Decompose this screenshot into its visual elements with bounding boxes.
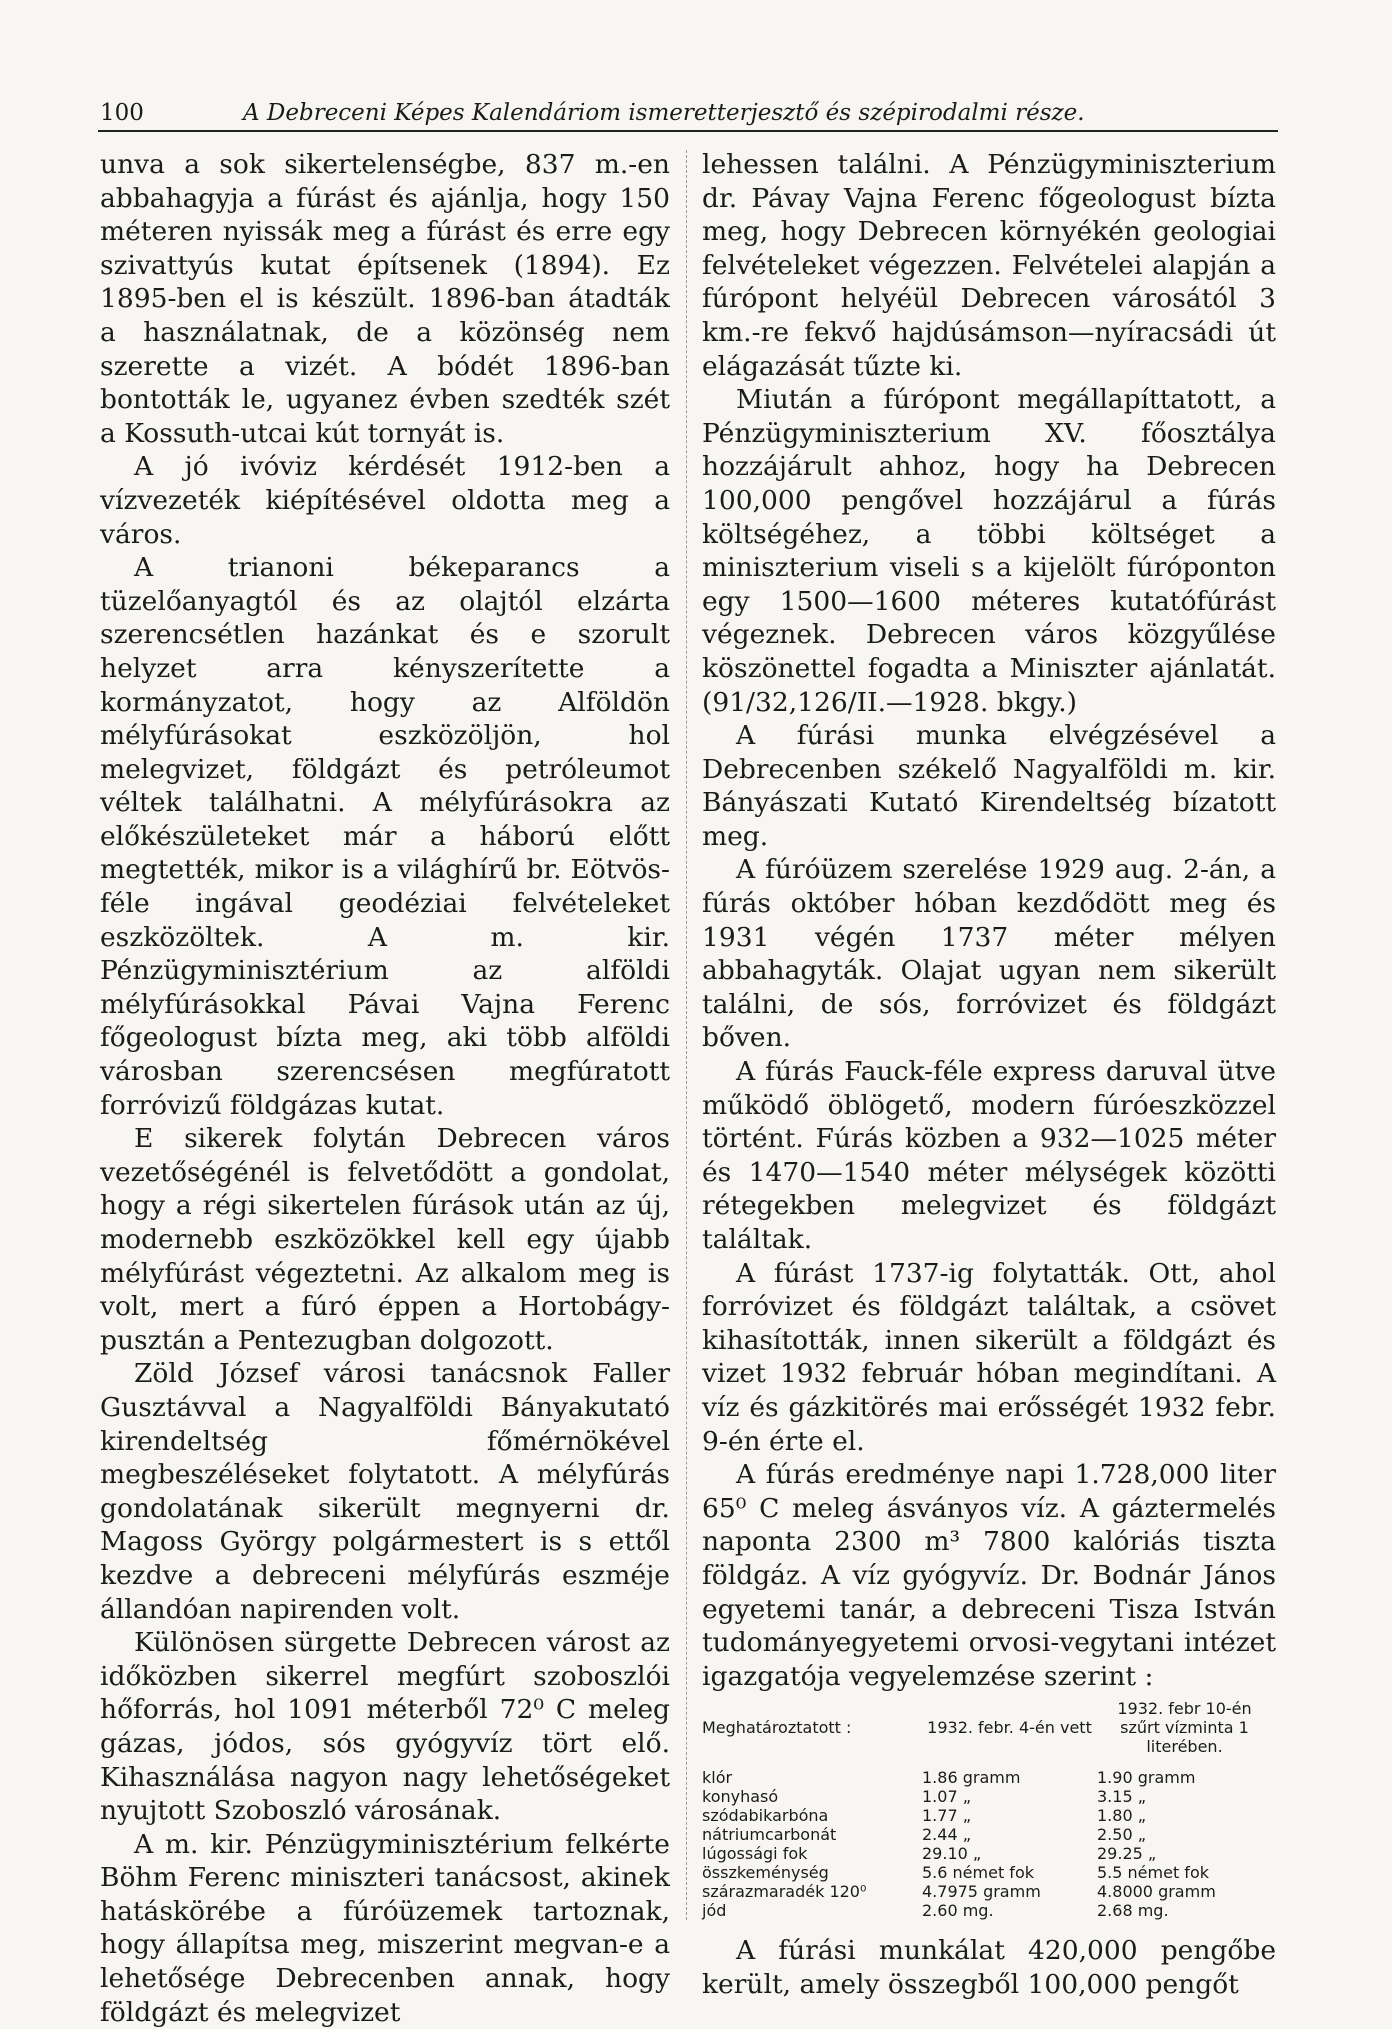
table-row <box>702 1901 1276 1920</box>
row-name: szárazmaradék 120⁰ <box>702 1882 867 1902</box>
paragraph: Miután a fúrópont megállapíttatott, a Pénzügyminiszterium XV. főosztálya hozzájárult ahhoz, hogy ha Debrecen 100,000 pengővel hozzájárul a fúrás költségéhez, a többi költséget a miniszterium viseli s a kijelölt fúróponton egy 1500—1600 méteres kutatófúrást végeznek. Debrecen város közgyűlése köszönettel fogadta a Miniszter ajánlatát. (91/32,126/II.—1928. bkgy.) <box>702 384 1276 718</box>
row-name: klór <box>702 1768 733 1788</box>
paragraph: lehessen találni. A Pénzügyminiszterium dr. Pávay Vajna Ferenc főgeologust bízta meg, hogy Debrecen környékén geologiai felvételeket végezzen. Felvételei alapján a fúrópont helyéül Debrecen városától 3 km.-re fekvő hajdúsámson—nyíracsádi út elágazását tűzte ki. <box>702 149 1276 382</box>
analysis-table <box>702 1699 1276 1920</box>
cell-value: 3.15 „ <box>1097 1787 1146 1807</box>
paragraph: A trianoni békeparancs a tüzelőanyagtól és az olajtól elzárta szerencsétlen hazánkat és e szorult helyzet arra kényszerítette a kormányzatot, hogy az Alföldön mélyfúrásokat eszközöljön, hol melegvizet, földgázt és petróleumot véltek találhatni. A mélyfúrásokra az előkészületeket már a háború előtt megtették, mikor is a világhírű br. Eötvös-féle ingával geodéziai felvételeket eszközöltek. A m. kir. Pénzügyminisztérium az alföldi mélyfúrásokkal Pávai Vajna Ferenc főgeologust bízta meg, aki több alföldi városban szerencsésen megfúratott forróvizű földgázas kutat. <box>100 552 670 1121</box>
table-label: Meghatároztatott : <box>702 1718 852 1738</box>
column-header: 1932. febr 10-én szűrt vízminta 1 literében. <box>1117 1699 1252 1757</box>
right-column <box>702 148 1276 2002</box>
paragraph: A jó ivóviz kérdését 1912-ben a vízvezeték kiépítésével oldotta meg a város. <box>100 451 670 550</box>
row-name: nátriumcarbonát <box>702 1825 837 1845</box>
table-row <box>702 1863 1276 1882</box>
paragraph: A fúrás eredménye napi 1.728,000 liter 65⁰ C meleg ásványos víz. A gáztermelés naponta 2300 m³ 7800 kalóriás tiszta földgáz. A víz gyógyvíz. Dr. Bodnár János egyetemi tanár, a debreceni Tisza István tudományegyetemi orvosi-vegytani intézet igazgatója vegyelemzése szerint : <box>702 1459 1276 1692</box>
row-name: szódabikarbóna <box>702 1806 829 1826</box>
table-row <box>702 1825 1276 1844</box>
table-header <box>702 1699 1276 1756</box>
row-name: jód <box>702 1901 727 1921</box>
page-number: 100 <box>100 100 144 126</box>
cell-value: 1.77 „ <box>922 1806 971 1826</box>
table-row <box>702 1768 1276 1787</box>
cell-value: 2.68 mg. <box>1097 1901 1169 1921</box>
column-divider <box>686 150 688 1920</box>
cell-value: 4.8000 gramm <box>1097 1882 1216 1902</box>
cell-value: 4.7975 gramm <box>922 1882 1041 1902</box>
cell-value: 1.80 „ <box>1097 1806 1146 1826</box>
paragraph: A fúróüzem szerelése 1929 aug. 2-án, a fúrás október hóban kezdődött meg és 1931 végén 1737 méter mélyen abbahagyták. Olajat ugyan nem sikerült találni, de sós, forróvizet és földgázt bőven. <box>702 854 1276 1054</box>
paragraph: Különösen sürgette Debrecen várost az időközben sikerrel megfúrt szoboszlói hőforrás, hol 1091 méterből 72⁰ C meleg gázas, jódos, sós gyógyvíz tört elő. Kihasználása nagyon nagy lehetőségeket nyujtott Szoboszló városának. <box>100 1627 670 1827</box>
table-row <box>702 1806 1276 1825</box>
cell-value: 29.10 „ <box>922 1844 982 1864</box>
paragraph: E sikerek folytán Debrecen város vezetőségénél is felvetődött a gondolat, hogy a régi sikertelen fúrások után az új, modernebb eszközökkel kell egy újabb mélyfúrást végeztetni. Az alkalom meg is volt, mert a fúró éppen a Hortobágy-pusztán a Pentezugban dolgozott. <box>100 1123 670 1356</box>
row-name: konyhasó <box>702 1787 779 1807</box>
cell-value: 1.86 gramm <box>922 1768 1021 1788</box>
cell-value: 1.07 „ <box>922 1787 971 1807</box>
cell-value: 5.6 német fok <box>922 1863 1034 1883</box>
table-row <box>702 1882 1276 1901</box>
cell-value: 2.44 „ <box>922 1825 971 1845</box>
paragraph: Zöld József városi tanácsnok Faller Gusztávval a Nagyalföldi Bányakutató kirendeltség főmérnökével megbeszéléseket folytatott. A mélyfúrás gondolatának sikerült megnyerni dr. Magoss György polgármestert is s ettől kezdve a debreceni mélyfúrás eszméje állandóan napirenden volt. <box>100 1358 670 1625</box>
paragraph: A fúrási munkálat 420,000 pengőbe került, amely összegből 100,000 pengőt <box>702 1935 1276 2000</box>
paragraph: A m. kir. Pénzügyminisztérium felkérte Böhm Ferenc miniszteri tanácsost, akinek hatáskörébe a fúróüzemek tartoznak, hogy állapítsa meg, miszerint megvan-e a lehetősége Debrecenben annak, hogy földgázt és melegvizet <box>100 1828 670 2028</box>
table-row <box>702 1787 1276 1806</box>
paragraph: A fúrást 1737-ig folytatták. Ott, ahol forróvizet és földgázt találtak, a csövet kihasították, innen sikerült a földgázt és vizet 1932 február hóban megindítani. A víz és gázkitörés mai erősségét 1932 febr. 9-én érte el. <box>702 1257 1276 1457</box>
paragraph: A fúrási munka elvégzésével a Debrecenben székelő Nagyalföldi m. kir. Bányászati Kutató Kirendeltség bízatott meg. <box>702 720 1276 852</box>
paragraph: A fúrás Fauck-féle express daruval ütve működő öblögető, modern fúróeszközzel történt. Fúrás közben a 932—1025 méter és 1470—1540 méter mélységek közötti rétegekben melegvizet és földgázt találtak. <box>702 1056 1276 1255</box>
left-column <box>100 148 670 2029</box>
cell-value: 5.5 német fok <box>1097 1863 1209 1883</box>
cell-value: 2.60 mg. <box>922 1901 994 1921</box>
column-header: 1932. febr. 4-én vett <box>927 1718 1092 1738</box>
row-name: összkeménység <box>702 1863 829 1883</box>
cell-value: 2.50 „ <box>1097 1825 1146 1845</box>
running-title: A Debreceni Képes Kalendáriom ismeretterjesztő és szépirodalmi része. <box>243 100 1085 126</box>
paragraph: unva a sok sikertelenségbe, 837 m.-en abbahagyja a fúrást és ajánlja, hogy 150 méteren nyissák meg a fúrást és erre egy szivattyús kutat építsenek (1894). Ez 1895-ben el is készült. 1896-ban átadták a használatnak, de a közönség nem szerette a vizét. A bódét 1896-ban bontották le, ugyanez évben szedték szét a Kossuth-utcai kút tornyát is. <box>100 149 670 449</box>
table-row <box>702 1844 1276 1863</box>
running-header <box>98 98 1278 132</box>
cell-value: 29.25 „ <box>1097 1844 1157 1864</box>
cell-value: 1.90 gramm <box>1097 1768 1196 1788</box>
row-name: lúgossági fok <box>702 1844 808 1864</box>
